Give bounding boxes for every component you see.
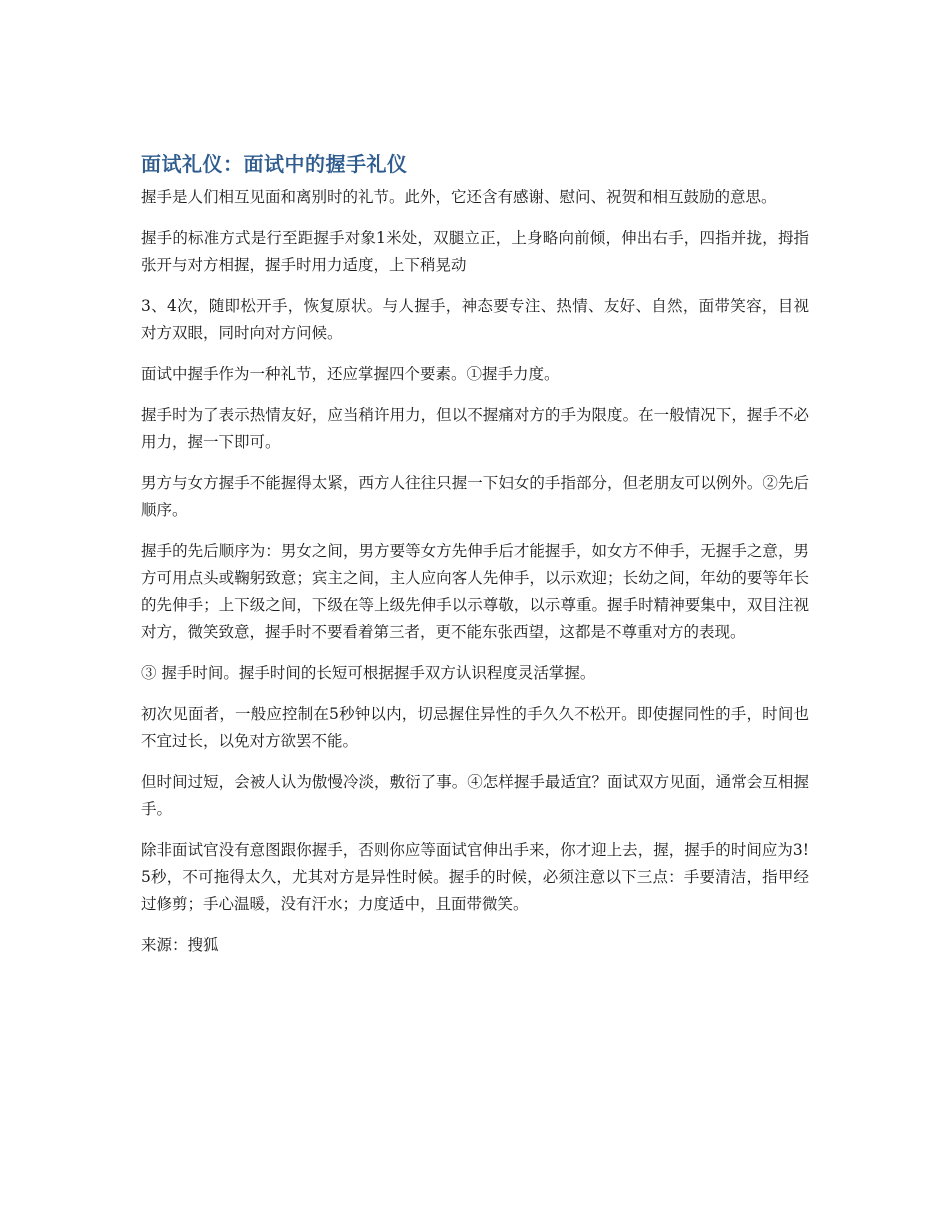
paragraph-four-elements: 面试中握手作为一种礼节，还应掌握四个要素。①握手力度。 [141,365,560,383]
paragraph-standard-method: 握手的标准方式是行至距握手对象1米处，双腿立正，上身略向前倾，伸出右手，四指并拢，拇指张开与对方相握，握手时用力适度，上下稍晃动 [141,229,809,274]
paragraph-demeanor: 3、4次，随即松开手，恢复原状。与人握手，神态要专注、热情、友好、自然，面带笑容，目视对方双眼，同时向对方问候。 [141,297,809,342]
paragraph-duration-heading: ③ 握手时间。握手时间的长短可根据握手双方认识程度灵活掌握。 [141,664,596,682]
paragraph-grip-strength: 握手时为了表示热情友好，应当稍许用力，但以不握痛对方的手为限度。在一般情况下，握手不必用力，握一下即可。 [141,406,809,451]
paragraph-gender-grip: 男方与女方握手不能握得太紧，西方人往往只握一下妇女的手指部分，但老朋友可以例外。②先后顺序。 [141,474,809,519]
paragraph-intro: 握手是人们相互见面和离别时的礼节。此外，它还含有感谢、慰问、祝贺和相互鼓励的意思。 [141,188,777,206]
document-page [141,150,809,959]
paragraph-best-practice: 除非面试官没有意图跟你握手，否则你应等面试官伸出手来，你才迎上去，握，握手的时间应为3! 5秒，不可拖得太久，尤其对方是异性时候。握手的时候，必须注意以下三点：手要清洁，指甲经过修剪；手心温暖，没有汗水；力度适中，且面带微笑。 [141,841,809,913]
paragraph-first-meeting: 初次见面者，一般应控制在5秒钟以内，切忌握住异性的手久久不松开。即使握同性的手，时间也不宜过长，以免对方欲罢不能。 [141,705,809,750]
source-line: 来源：搜狐 [141,936,219,954]
page-title: 面试礼仪：面试中的握手礼仪 [141,152,408,176]
paragraph-order: 握手的先后顺序为：男女之间，男方要等女方先伸手后才能握手，如女方不伸手，无握手之意，男方可用点头或鞠躬致意；宾主之间，主人应向客人先伸手，以示欢迎；长幼之间，年幼的要等年长的先伸手；上下级之间，下级在等上级先伸手以示尊敬，以示尊重。握手时精神要集中，双目注视对方，微笑致意，握手时不要看着第三者，更不能东张西望，这都是不尊重对方的表现。 [141,542,809,641]
paragraph-too-short: 但时间过短，会被人认为傲慢冷淡，敷衍了事。④怎样握手最适宜？面试双方见面，通常会互相握手。 [141,773,809,818]
